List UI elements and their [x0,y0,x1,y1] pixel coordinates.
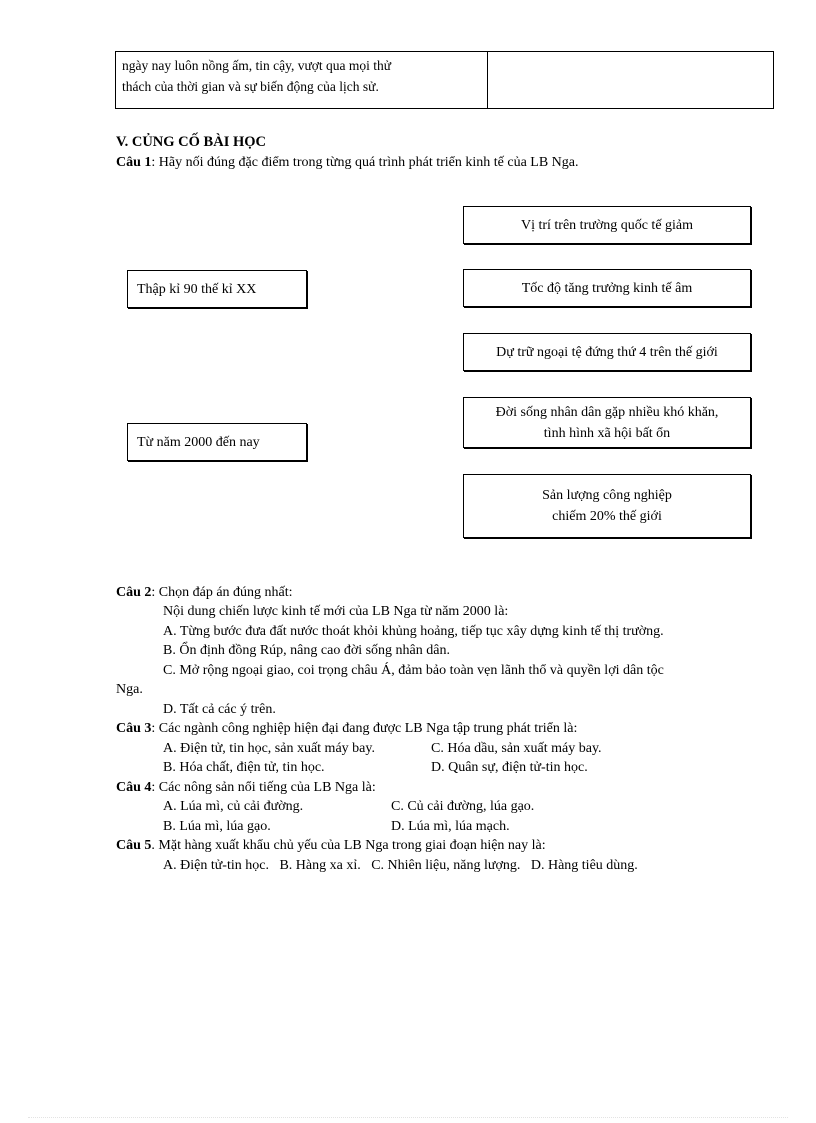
table-text-line: ngày nay luôn nồng ấm, tin cậy, vượt qua mọi thử [122,58,392,73]
match-right-label: tình hình xã hội bất ổn [543,425,671,441]
match-left-label: Từ năm 2000 đến nay [137,434,260,450]
match-right-box-5 [463,474,751,538]
match-right-label: Sản lượng công nghiệp [542,488,672,503]
option-b: B. Hóa chất, điện tử, tin học. [163,760,325,775]
match-left-label: Thập kỉ 90 thế kỉ XX [137,281,257,297]
option-c-continued: Nga. [116,682,143,697]
table-text-line: thách của thời gian và sự biến động của lịch sử. [122,79,379,94]
match-right-label: Đời sống nhân dân gặp nhiều khó khăn, [495,404,719,420]
match-left-box-2 [127,423,307,461]
option-d: D. Tất cả các ý trên. [163,702,276,717]
question-text: : Chọn đáp án đúng nhất: [151,585,293,600]
question-text: : Các nông sản nổi tiếng của LB Nga là: [151,780,376,795]
question-label: Câu 1 [116,155,152,170]
question-label: Câu 3 [116,721,152,736]
question-stem: Nội dung chiến lược kinh tế mới của LB Nga từ năm 2000 là: [163,604,509,619]
question-label: Câu 5 [116,838,152,853]
question-label: Câu 4 [116,780,152,795]
top-table [115,51,774,109]
match-right-box-2 [463,269,751,307]
question-label: Câu 2 [116,585,152,600]
table-cell-left [116,52,488,108]
question-2 [116,583,293,603]
match-right-box-3 [463,333,751,371]
option-a: A. Điện tử, tin học, sản xuất máy bay. [163,741,375,756]
match-right-label: Tốc độ tăng trưởng kinh tế âm [521,280,693,296]
section-title: V. CỦNG CỐ BÀI HỌC [116,134,266,150]
question-text: : Các ngành công nghiệp hiện đại đang được LB Nga tập trung phát triển là: [151,721,578,736]
option-b: B. Ổn định đồng Rúp, nâng cao đời sống nhân dân. [163,643,450,658]
question-text: . Mặt hàng xuất khẩu chủ yếu của LB Nga trong giai đoạn hiện nay là: [151,838,546,853]
question-5 [116,836,546,856]
question-4 [116,778,376,798]
page-boundary [28,1117,788,1118]
question-3 [116,719,577,739]
option-b: B. Lúa mì, lúa gạo. [163,819,271,834]
table-cell-right [488,52,773,108]
match-right-label: Dự trữ ngoại tệ đứng thứ 4 trên thế giới [496,344,718,360]
match-left-box-1 [127,270,307,308]
option-c: C. Củ cải đường, lúa gạo. [391,799,535,814]
question-1 [116,153,579,173]
option-d: D. Quân sự, điện tử-tin học. [431,760,588,775]
match-right-box-1 [463,206,751,244]
option-d: D. Lúa mì, lúa mạch. [391,819,510,834]
option-a: A. Từng bước đưa đất nước thoát khỏi khủng hoảng, tiếp tục xây dựng kinh tế thị trường. [163,624,664,639]
match-right-label: chiếm 20% thế giới [552,509,662,524]
option-a: A. Lúa mì, củ cải đường. [163,799,304,814]
option-c: C. Hóa dầu, sản xuất máy bay. [431,741,602,756]
question-text: : Hãy nối đúng đặc điểm trong từng quá trình phát triển kinh tế của LB Nga. [151,155,579,170]
match-right-label: Vị trí trên trường quốc tế giảm [520,217,694,233]
options-line: A. Điện tử-tin học. B. Hàng xa xỉ. C. Nhiên liệu, năng lượng. D. Hàng tiêu dùng. [163,858,638,873]
match-right-box-4 [463,397,751,448]
option-c: C. Mở rộng ngoại giao, coi trọng châu Á, đảm bảo toàn vẹn lãnh thổ và quyền lợi dân tộc [163,663,664,678]
